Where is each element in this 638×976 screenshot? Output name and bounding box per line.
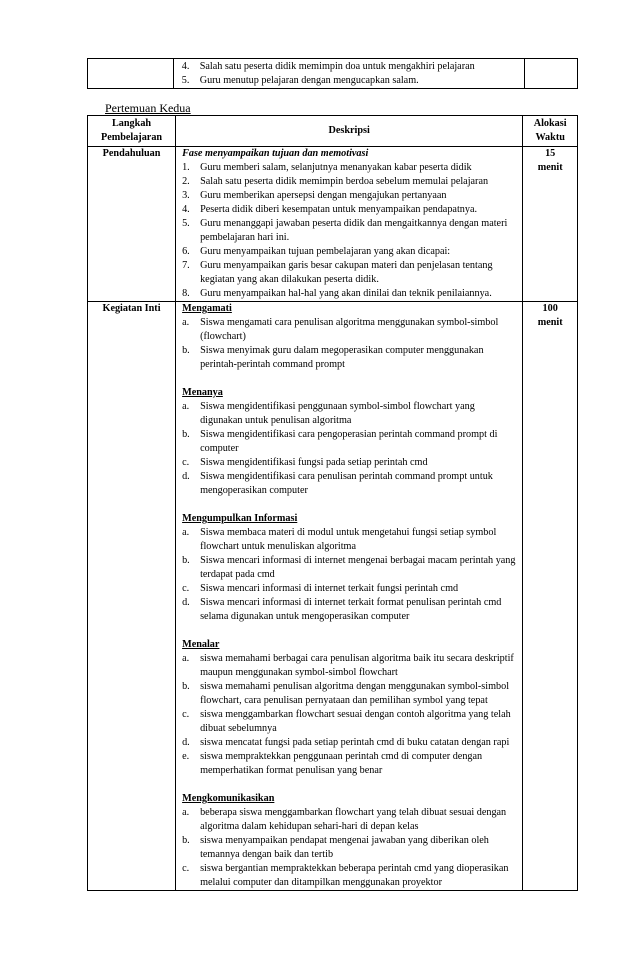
- list-item: 4. Salah satu peserta didik memimpin doa untuk mengakhiri pelajaran: [181, 61, 475, 72]
- activity-heading: Menanya: [182, 387, 223, 398]
- previous-session-table: [87, 58, 578, 89]
- list-item: a. Siswa mengidentifikasi penggunaan symbol-simbol flowchart yang digunakan untuk penulisan algoritma: [182, 401, 475, 426]
- list-item: e. siswa mempraktekkan penggunaan perintah cmd di computer dengan memperhatikan format penulisan yang benar: [182, 751, 483, 776]
- activity-heading: Mengumpulkan Informasi: [182, 513, 298, 524]
- header-deskripsi: Deskripsi: [176, 116, 523, 147]
- list-item: 1. Guru memberi salam, selanjutnya menanyakan kabar peserta didik: [182, 162, 472, 173]
- list-item: 5. Guru menanggapi jawaban peserta didik dan mengaitkannya dengan materi pembelajaran hari ini.: [182, 218, 508, 243]
- list-item: c. siswa bergantian mempraktekkan beberapa perintah cmd yang dioperasikan melalui computer dan ditampilkan menggunakan proyektor: [182, 863, 509, 888]
- list-item: d. siswa mencatat fungsi pada setiap perintah cmd di buku catatan dengan rapi: [182, 737, 510, 748]
- list-item: b. Siswa mencari informasi di internet mengenai berbagai macam perintah yang terdapat pada cmd: [182, 555, 516, 580]
- list-item: 2. Salah satu peserta didik memimpin berdoa sebelum memulai pelajaran: [182, 176, 489, 187]
- empty-phase-cell: [88, 59, 174, 89]
- closing-steps-cell: [173, 59, 524, 89]
- table-header-row: [88, 116, 578, 147]
- list-item: c. siswa menggambarkan flowchart sesuai dengan contoh algoritma yang telah dibuat sebelumnya: [182, 709, 511, 734]
- list-item: b. siswa memahami penulisan algoritma dengan menggunakan symbol-simbol flowchart, cara penulisan pernyataan dan pemilihan symbol yang tepat: [182, 681, 510, 706]
- list-item: b. Siswa mengidentifikasi cara pengoperasian perintah command prompt di computer: [182, 429, 498, 454]
- list-item: c. Siswa mencari informasi di internet terkait fungsi perintah cmd: [182, 583, 459, 594]
- list-item: a. Siswa membaca materi di modul untuk mengetahui fungsi setiap symbol flowchart untuk menuliskan algoritma: [182, 527, 497, 552]
- list-item: 7. Guru menyampaikan garis besar cakupan materi dan penjelasan tentang kegiatan yang akan dilakukan peserta didik.: [182, 260, 493, 285]
- list-item: 5. Guru menutup pelajaran dengan mengucapkan salam.: [181, 75, 419, 86]
- list-item: b. Siswa menyimak guru dalam megoperasikan computer menggunakan perintah-perintah command prompt: [182, 345, 484, 370]
- spacer: [182, 372, 518, 386]
- list-item: a. siswa memahami berbagai cara penulisan algoritma baik itu secara deskriptif maupun menggunakan symbol-simbol flowchart: [182, 653, 514, 678]
- activity-heading: Menalar: [182, 639, 220, 650]
- list-item: b. siswa menyampaikan pendapat mengenai jawaban yang diberikan oleh temannya dengan baik dan tertib: [182, 835, 489, 860]
- empty-alloc-cell: [524, 59, 577, 89]
- list-item: a. Siswa mengamati cara penulisan algoritma menggunakan symbol-simbol (flowchart): [182, 317, 499, 342]
- kegiatan-inti-description: [176, 302, 523, 891]
- list-item: a. beberapa siswa menggambarkan flowchart yang telah dibuat sesuai dengan algoritma dalam kehidupan sehari-hari di depan kelas: [182, 807, 507, 832]
- alloc-kegiatan-inti: 100 menit: [523, 302, 578, 891]
- header-langkah: Langkah Pembelajaran: [88, 116, 176, 147]
- header-alokasi: Alokasi Waktu: [523, 116, 578, 147]
- list-item: d. Siswa mencari informasi di internet terkait format penulisan perintah cmd selama digunakan untuk mengoperasikan computer: [182, 597, 502, 622]
- phase-kegiatan-inti: Kegiatan Inti: [88, 302, 176, 891]
- list-item: 4. Peserta didik diberi kesempatan untuk menyampaikan pendapatnya.: [182, 204, 478, 215]
- phase-pendahuluan: Pendahuluan: [88, 147, 176, 302]
- spacer: [182, 624, 518, 638]
- phase-subtitle: Fase menyampaikan tujuan dan memotivasi: [182, 148, 369, 159]
- table-row-kegiatan-inti: [88, 302, 578, 891]
- spacer: [182, 498, 518, 512]
- pendahuluan-list: [182, 161, 518, 301]
- lesson-plan-table: [87, 115, 578, 891]
- activity-heading: Mengkomunikasikan: [182, 793, 275, 804]
- list-item: c. Siswa mengidentifikasi fungsi pada setiap perintah cmd: [182, 457, 428, 468]
- list-item: 8. Guru menyampaikan hal-hal yang akan dinilai dan teknik penilaiannya.: [182, 288, 492, 299]
- pendahuluan-description: [176, 147, 523, 302]
- activity-heading: Mengamati: [182, 303, 232, 314]
- list-item: 3. Guru memberikan apersepsi dengan mengajukan pertanyaan: [182, 190, 447, 201]
- list-item: 6. Guru menyampaikan tujuan pembelajaran yang akan dicapai:: [182, 246, 451, 257]
- alloc-pendahuluan: 15 menit: [523, 147, 578, 302]
- section-title: Pertemuan Kedua: [105, 101, 191, 115]
- spacer: [182, 778, 518, 792]
- list-item: d. Siswa mengidentifikasi cara penulisan perintah command prompt untuk mengoperasikan computer: [182, 471, 493, 496]
- table-row-pendahuluan: [88, 147, 578, 302]
